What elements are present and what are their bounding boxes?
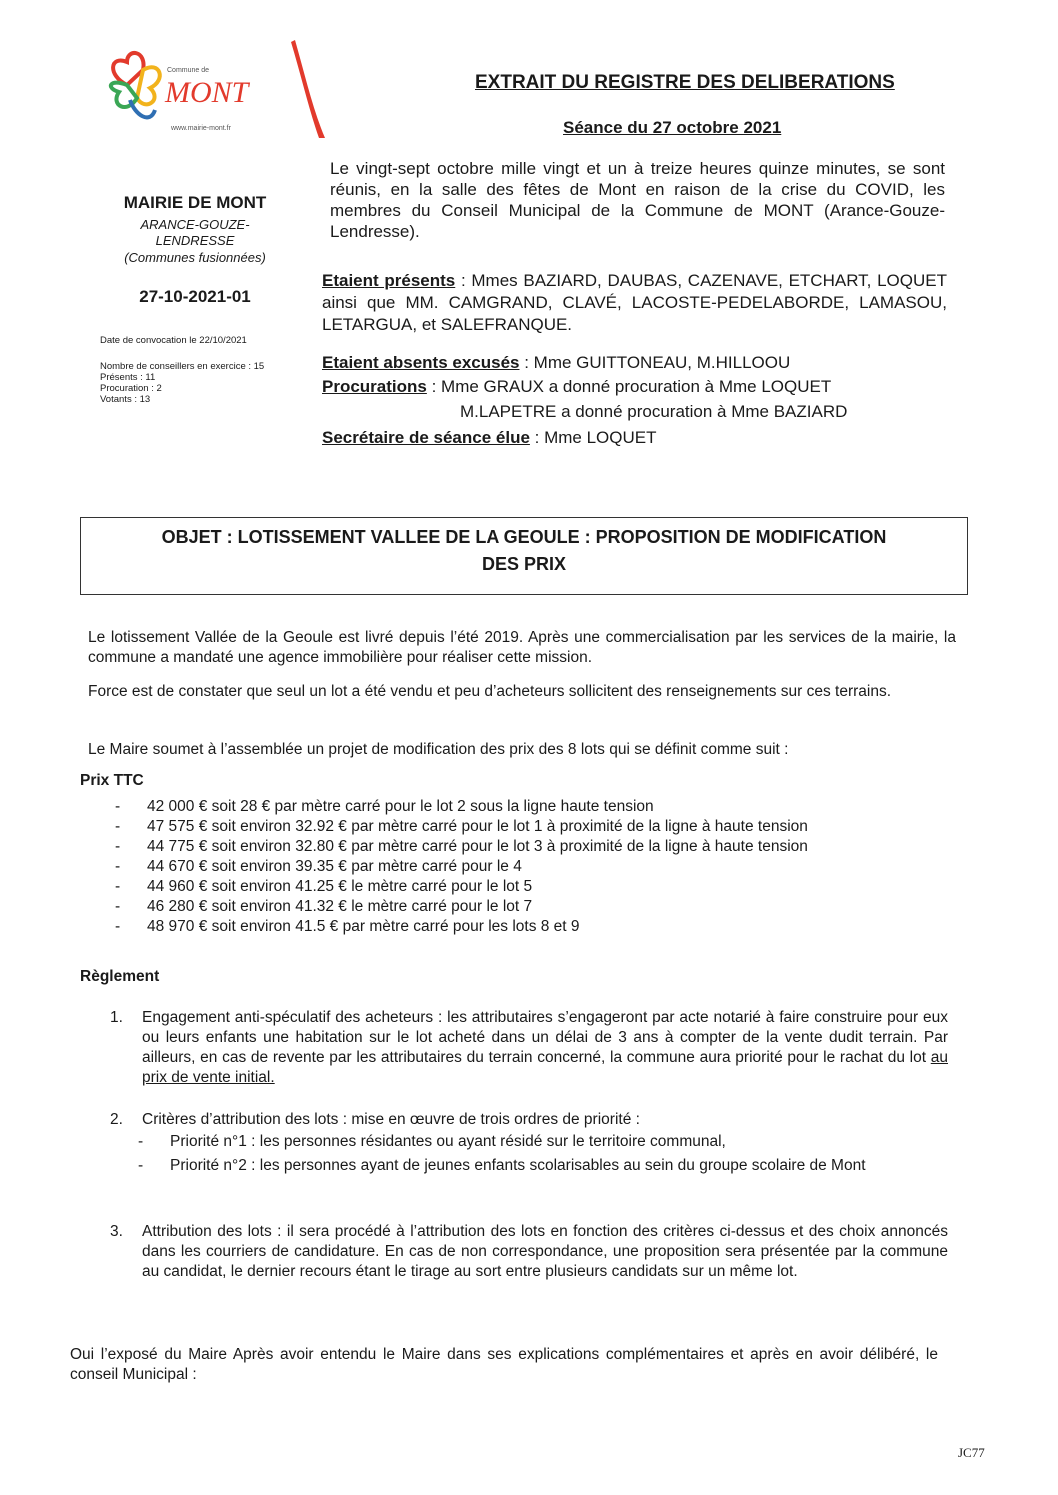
item2-text: Critères d’attribution des lots : mise en œuvre de trois ordres de priorité : [142,1111,640,1128]
convocation-date: Date de convocation le 22/10/2021 [100,335,247,346]
document-title: EXTRAIT DU REGISTRE DES DELIBERATIONS [475,72,895,93]
conclusion-paragraph: Oui l’exposé du Maire Après avoir entendu le Maire dans ses explications complémentaires et après en avoir délibéré, le conseil Municipal : [70,1346,938,1383]
item1-text: Engagement anti-spéculatif des acheteurs : les attributaires s’engageront par acte notarié à faire construire pour eux ou leurs enfants une habitation sur le lot acheté dans un délai de 3 ans à compter de la vente dudit terrain. Par ailleurs, en cas de revente par les attributaires du terrain concerné, la commune aura priorité pour le rachat du lot [142,1009,948,1066]
presents-count: Présents : 11 [100,372,156,383]
reglement-item-3 [110,1222,948,1282]
absents-label: Etaient absents excusés [322,353,520,372]
paragraph-3: Le Maire soumet à l’assemblée un projet de modification des prix des 8 lots qui se définit comme suit : [88,741,789,758]
procuration-1: : Mme GRAUX a donné procuration à Mme LOQUET [426,377,832,396]
mairie-name: MAIRIE DE MONT [123,193,267,212]
price-item: - 42 000 € soit 28 € par mètre carré pour le lot 2 sous la ligne haute tension [115,798,654,815]
logo-url: www.mairie-mont.fr [171,125,231,132]
communes-line1: ARANCE-GOUZE- [140,217,250,232]
attendance-secretaire [322,427,947,449]
procurations-label: Procurations [322,377,427,396]
attendance-presents [322,270,947,336]
item-number: 1. [110,1009,123,1026]
communes-line2: LENDRESSE [155,233,235,248]
item3-text: Attribution des lots : il sera procédé à l’attribution des lots en fonction des critères ci-dessus et des choix annoncés dans les courriers de candidature. En cas de non correspondance, une proposition sera présentée par la commune au candidat, le dernier recours étant le tirage au sort entre plusieurs candidats sur un même lot. [142,1223,948,1280]
presents-label: Etaient présents [322,271,456,290]
objet-title [90,524,958,578]
item-number: 2. [110,1111,123,1128]
attendance-absents [322,352,947,374]
conseillers-count: Nombre de conseillers en exercice : 15 [100,361,265,372]
presents-value: : Mmes BAZIARD, DAUBAS, CAZENAVE, ETCHART, LOQUET ainsi que MM. CAMGRAND, CLAVÉ, LACOSTE-PEDELABORDE, LAMASOU, LETARGUA, et SALEFRANQUE. [322,271,947,334]
item-number: 3. [110,1223,123,1240]
priority-2: - Priorité n°2 : les personnes ayant de jeunes enfants scolarisables au sein du groupe scolaire de Mont [138,1157,866,1174]
deliberation-reference: 27-10-2021-01 [139,287,251,306]
price-item: - 48 970 € soit environ 41.5 € par mètre carré pour les lots 8 et 9 [115,918,580,935]
paragraph-2: Force est de constater que seul un lot a été vendu et peu d’acheteurs sollicitent des renseignements sur ces terrains. [88,683,892,700]
intro-paragraph: Le vingt-sept octobre mille vingt et un à treize heures quinze minutes, se sont réunis, en la salle des fêtes de Mont en raison de la crise du COVID, les membres du Conseil Municipal de la Commune de MONT (Arance-Gouze-Lendresse). [330,159,945,241]
secretaire-value: : Mme LOQUET [529,428,657,447]
session-date: Séance du 27 octobre 2021 [563,118,782,137]
page-code: JC77 [958,1445,985,1460]
price-item: - 44 775 € soit environ 32.80 € par mètre carré pour le lot 3 à proximité de la ligne à haute tension [115,838,808,855]
price-item: - 47 575 € soit environ 32.92 € par mètre carré pour le lot 1 à proximité de la ligne à haute tension [115,818,808,835]
reglement-heading: Règlement [80,968,160,985]
logo-top-text: Commune de [167,67,210,74]
prix-heading: Prix TTC [80,772,144,789]
objet-line1: OBJET : LOTISSEMENT VALLEE DE LA GEOULE : PROPOSITION DE MODIFICATION [161,527,887,547]
price-item: - 44 670 € soit environ 39.35 € par mètre carré pour le 4 [115,858,522,875]
logo-brand: MONT [165,76,249,109]
secretaire-label: Secrétaire de séance élue [322,428,530,447]
red-stroke [291,40,325,138]
item1-underlined: au prix de vente initial. [142,1049,948,1086]
reglement-item-2 [110,1110,948,1130]
price-item: - 46 280 € soit environ 41.32 € le mètre carré pour le lot 7 [115,898,533,915]
attendance-procurations [322,376,947,398]
price-item: - 44 960 € soit environ 41.25 € le mètre carré pour le lot 5 [115,878,533,895]
objet-line2: DES PRIX [481,554,567,574]
priority-1: - Priorité n°1 : les personnes résidantes ou ayant résidé sur le territoire communal, [138,1133,726,1150]
votants-count: Votants : 13 [100,394,151,405]
procuration-2: M.LAPETRE a donné procuration à Mme BAZIARD [460,402,848,421]
communes-note: (Communes fusionnées) [124,250,266,265]
absents-value: : Mme GUITTONEAU, M.HILLOOU [519,353,791,372]
procuration-count: Procuration : 2 [100,383,162,394]
reglement-item-1 [110,1008,948,1088]
paragraph-1: Le lotissement Vallée de la Geoule est livré depuis l’été 2019. Après une commercialisation par les services de la mairie, la commune a mandaté une agence immobilière pour réaliser cette mission. [88,629,956,666]
flower-icon [111,53,160,117]
commune-logo [105,40,330,140]
